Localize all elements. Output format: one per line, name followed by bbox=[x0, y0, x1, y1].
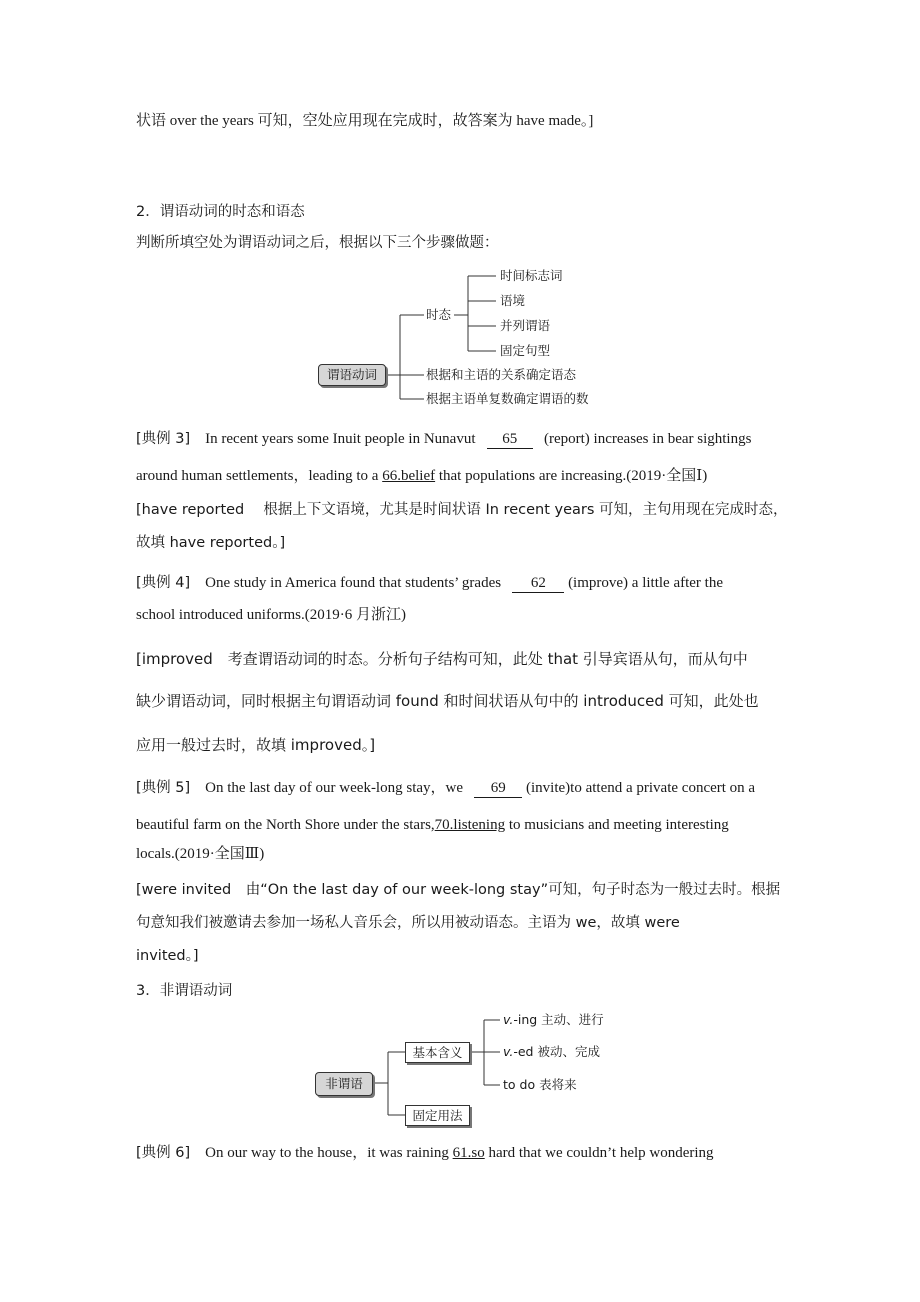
example-text: around human settlements，leading to a bbox=[136, 468, 379, 484]
example-4-line-2: school introduced uniforms.(2019·6 月浙江) bbox=[136, 607, 406, 623]
answer-blank: 62 bbox=[512, 575, 564, 593]
example-tag: [典例 5] bbox=[136, 780, 191, 796]
example-3-answer-2: 故填 have reported。] bbox=[136, 535, 286, 551]
diagram-2-root: 非谓语 bbox=[315, 1072, 373, 1096]
diagram-1-tense: 时态 bbox=[426, 307, 452, 322]
diagram-2-basic-meaning: 基本含义 bbox=[405, 1042, 470, 1063]
answer-continuation: 状语 over the years 可知，空处应用现在完成时，故答案为 have made。] bbox=[136, 113, 594, 129]
example-text: (invite)to attend a private concert on a bbox=[526, 780, 756, 796]
example-text: In recent years some Inuit people in Nunavut bbox=[205, 431, 476, 447]
example-5-answer-2: 句意知我们被邀请去参加一场私人音乐会，所以用被动语态。主语为 we，故填 were bbox=[136, 915, 680, 931]
example-6-line-1 bbox=[136, 1143, 790, 1163]
diagram-2-item bbox=[503, 1044, 600, 1060]
example-3-answer-1: [have reported 根据上下文语境，尤其是时间状语 In recent years 可知，主句用现在完成时态， bbox=[136, 502, 788, 518]
diagram-1-number: 根据主语单复数确定谓语的数 bbox=[426, 391, 589, 406]
example-text: that populations are increasing.(2019·全国Ⅰ) bbox=[438, 468, 708, 484]
verb-symbol: v. bbox=[503, 1044, 514, 1059]
example-text: On our way to the house，it was raining bbox=[205, 1145, 449, 1161]
numbered-reference: 70.listening bbox=[434, 817, 506, 833]
diagram-1-tense-item: 固定句型 bbox=[500, 343, 551, 358]
diagram-1-tense-item: 语境 bbox=[500, 293, 526, 308]
example-tag: [典例 4] bbox=[136, 575, 191, 591]
answer-blank: 65 bbox=[487, 431, 533, 449]
section-heading-2: 2．谓语动词的时态和语态 bbox=[136, 204, 305, 220]
numbered-reference: 66.belief bbox=[382, 468, 436, 484]
diagram-1-root: 谓语动词 bbox=[318, 364, 386, 386]
section-heading-3: 3．非谓语动词 bbox=[136, 983, 233, 999]
answer-blank: 69 bbox=[474, 780, 522, 798]
item-text: to do 表将来 bbox=[503, 1077, 577, 1092]
example-text: (improve) a little after the bbox=[568, 575, 723, 591]
numbered-reference: 61.so bbox=[452, 1145, 485, 1161]
example-tag: [典例 3] bbox=[136, 431, 191, 447]
example-4-answer-3: 应用一般过去时，故填 improved。] bbox=[136, 736, 376, 754]
example-text: to musicians and meeting interesting bbox=[508, 817, 729, 833]
verb-symbol: v. bbox=[503, 1012, 514, 1027]
example-text: On the last day of our week-long stay，we bbox=[205, 780, 464, 796]
example-5-line-3: locals.(2019·全国Ⅲ) bbox=[136, 846, 265, 862]
example-4-answer-1: [improved 考查谓语动词的时态。分析句子结构可知，此处 that 引导宾语从句，而从句中 bbox=[136, 650, 748, 668]
section-2-intro: 判断所填空处为谓语动词之后，根据以下三个步骤做题： bbox=[136, 235, 499, 251]
example-text: One study in America found that students’ grades bbox=[205, 575, 502, 591]
example-5-answer-3: invited。] bbox=[136, 948, 199, 964]
item-text: -ed 被动、完成 bbox=[513, 1044, 600, 1059]
diagram-2-fixed-usage: 固定用法 bbox=[405, 1105, 470, 1126]
diagram-2-item bbox=[503, 1077, 577, 1093]
example-text: beautiful farm on the North Shore under the stars, bbox=[136, 817, 435, 833]
example-text: hard that we couldn’t help wondering bbox=[488, 1145, 714, 1161]
example-4-answer-2: 缺少谓语动词，同时根据主句谓语动词 found 和时间状语从句中的 introduced 可知，此处也 bbox=[136, 692, 759, 710]
item-text: -ing 主动、进行 bbox=[513, 1012, 604, 1027]
diagram-1-tense-item: 时间标志词 bbox=[500, 268, 563, 283]
example-5-answer-1: [were invited 由“On the last day of our week-long stay”可知，句子时态为一般过去时。根据 bbox=[136, 882, 781, 898]
diagram-2-item bbox=[503, 1012, 604, 1028]
diagram-1-tense-item: 并列谓语 bbox=[500, 318, 551, 333]
example-text: (report) increases in bear sightings bbox=[544, 431, 752, 447]
example-tag: [典例 6] bbox=[136, 1145, 191, 1161]
diagram-1-voice: 根据和主语的关系确定语态 bbox=[426, 367, 577, 382]
